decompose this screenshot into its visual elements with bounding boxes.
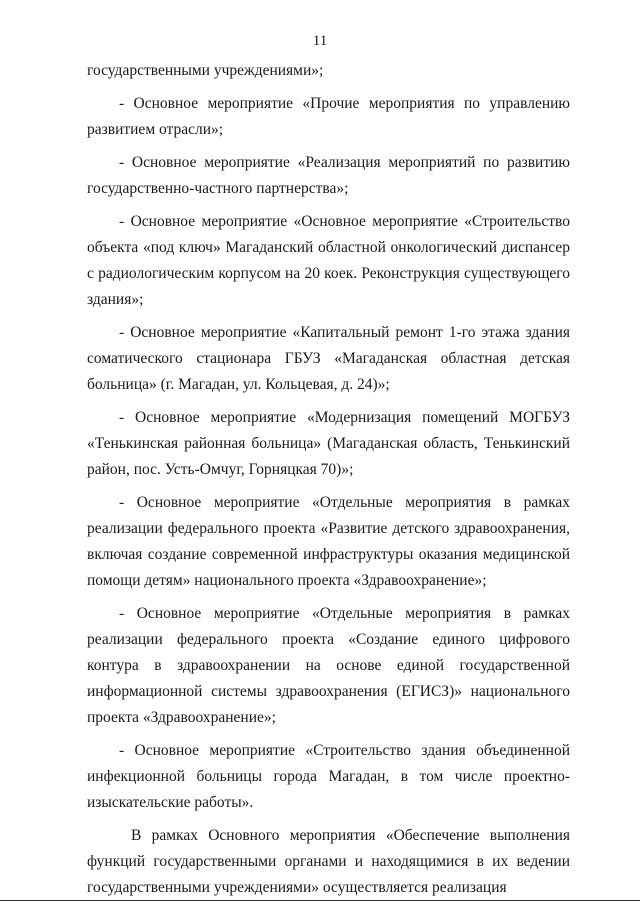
list-item-digital-contour-project: - Основное мероприятие «Отдельные мероприятия в рамках реализации федерального проекта «Создание единого цифрового контура в здравоохранении на основе единой государственной информационной системы здравоохранения (ЕГИСЗ)» национального проекта «Здравоохранение»; <box>87 605 570 726</box>
list-item-tenkinskaya-hospital: - Основное мероприятие «Модернизация помещений МОГБУЗ «Тенькинская районная больница» (Магаданская область, Тенькинский район, пос. Усть-Омчуг, Горняцкая 70)»; <box>87 409 570 478</box>
list-item-other-management: - Основное мероприятие «Прочие мероприятия по управлению развитием отрасли»; <box>87 95 570 138</box>
page-number: 11 <box>312 33 328 49</box>
document-body <box>87 58 570 908</box>
list-item-oncology-dispensary: - Основное мероприятие «Основное мероприятие «Строительство объекта «под ключ» Магаданский областной онкологический диспансер с радиологическим корпусом на 20 коек. Реконструкция существующего здания»; <box>87 213 570 308</box>
list-item-child-healthcare-project: - Основное мероприятие «Отдельные мероприятия в рамках реализации федерального проекта «Развитие детского здравоохранения, включая создание современной инфраструктуры оказания медицинской помощи детям» национального проекта «Здравоохранение»; <box>87 494 570 589</box>
bottom-divider <box>0 900 640 901</box>
paragraph-continuation: государственными учреждениями»; <box>87 62 324 79</box>
list-item-childrens-hospital-repair: - Основное мероприятие «Капитальный ремонт 1-го этажа здания соматического стационара ГБУЗ «Магаданская областная детская больница» (г. Магадан, ул. Кольцевая, д. 24)»; <box>87 324 570 393</box>
paragraph-main-activity: В рамках Основного мероприятия «Обеспечение выполнения функций государственными органами и находящимися в их ведении государственными учреждениями» осуществляется реализация <box>87 827 570 896</box>
list-item-public-private-partnership: - Основное мероприятие «Реализация мероприятий по развитию государственно-частного партнерства»; <box>87 154 570 197</box>
list-item-infectious-hospital: - Основное мероприятие «Строительство здания объединенной инфекционной больницы города Магадан, в том числе проектно-изыскательские работы». <box>87 742 570 811</box>
